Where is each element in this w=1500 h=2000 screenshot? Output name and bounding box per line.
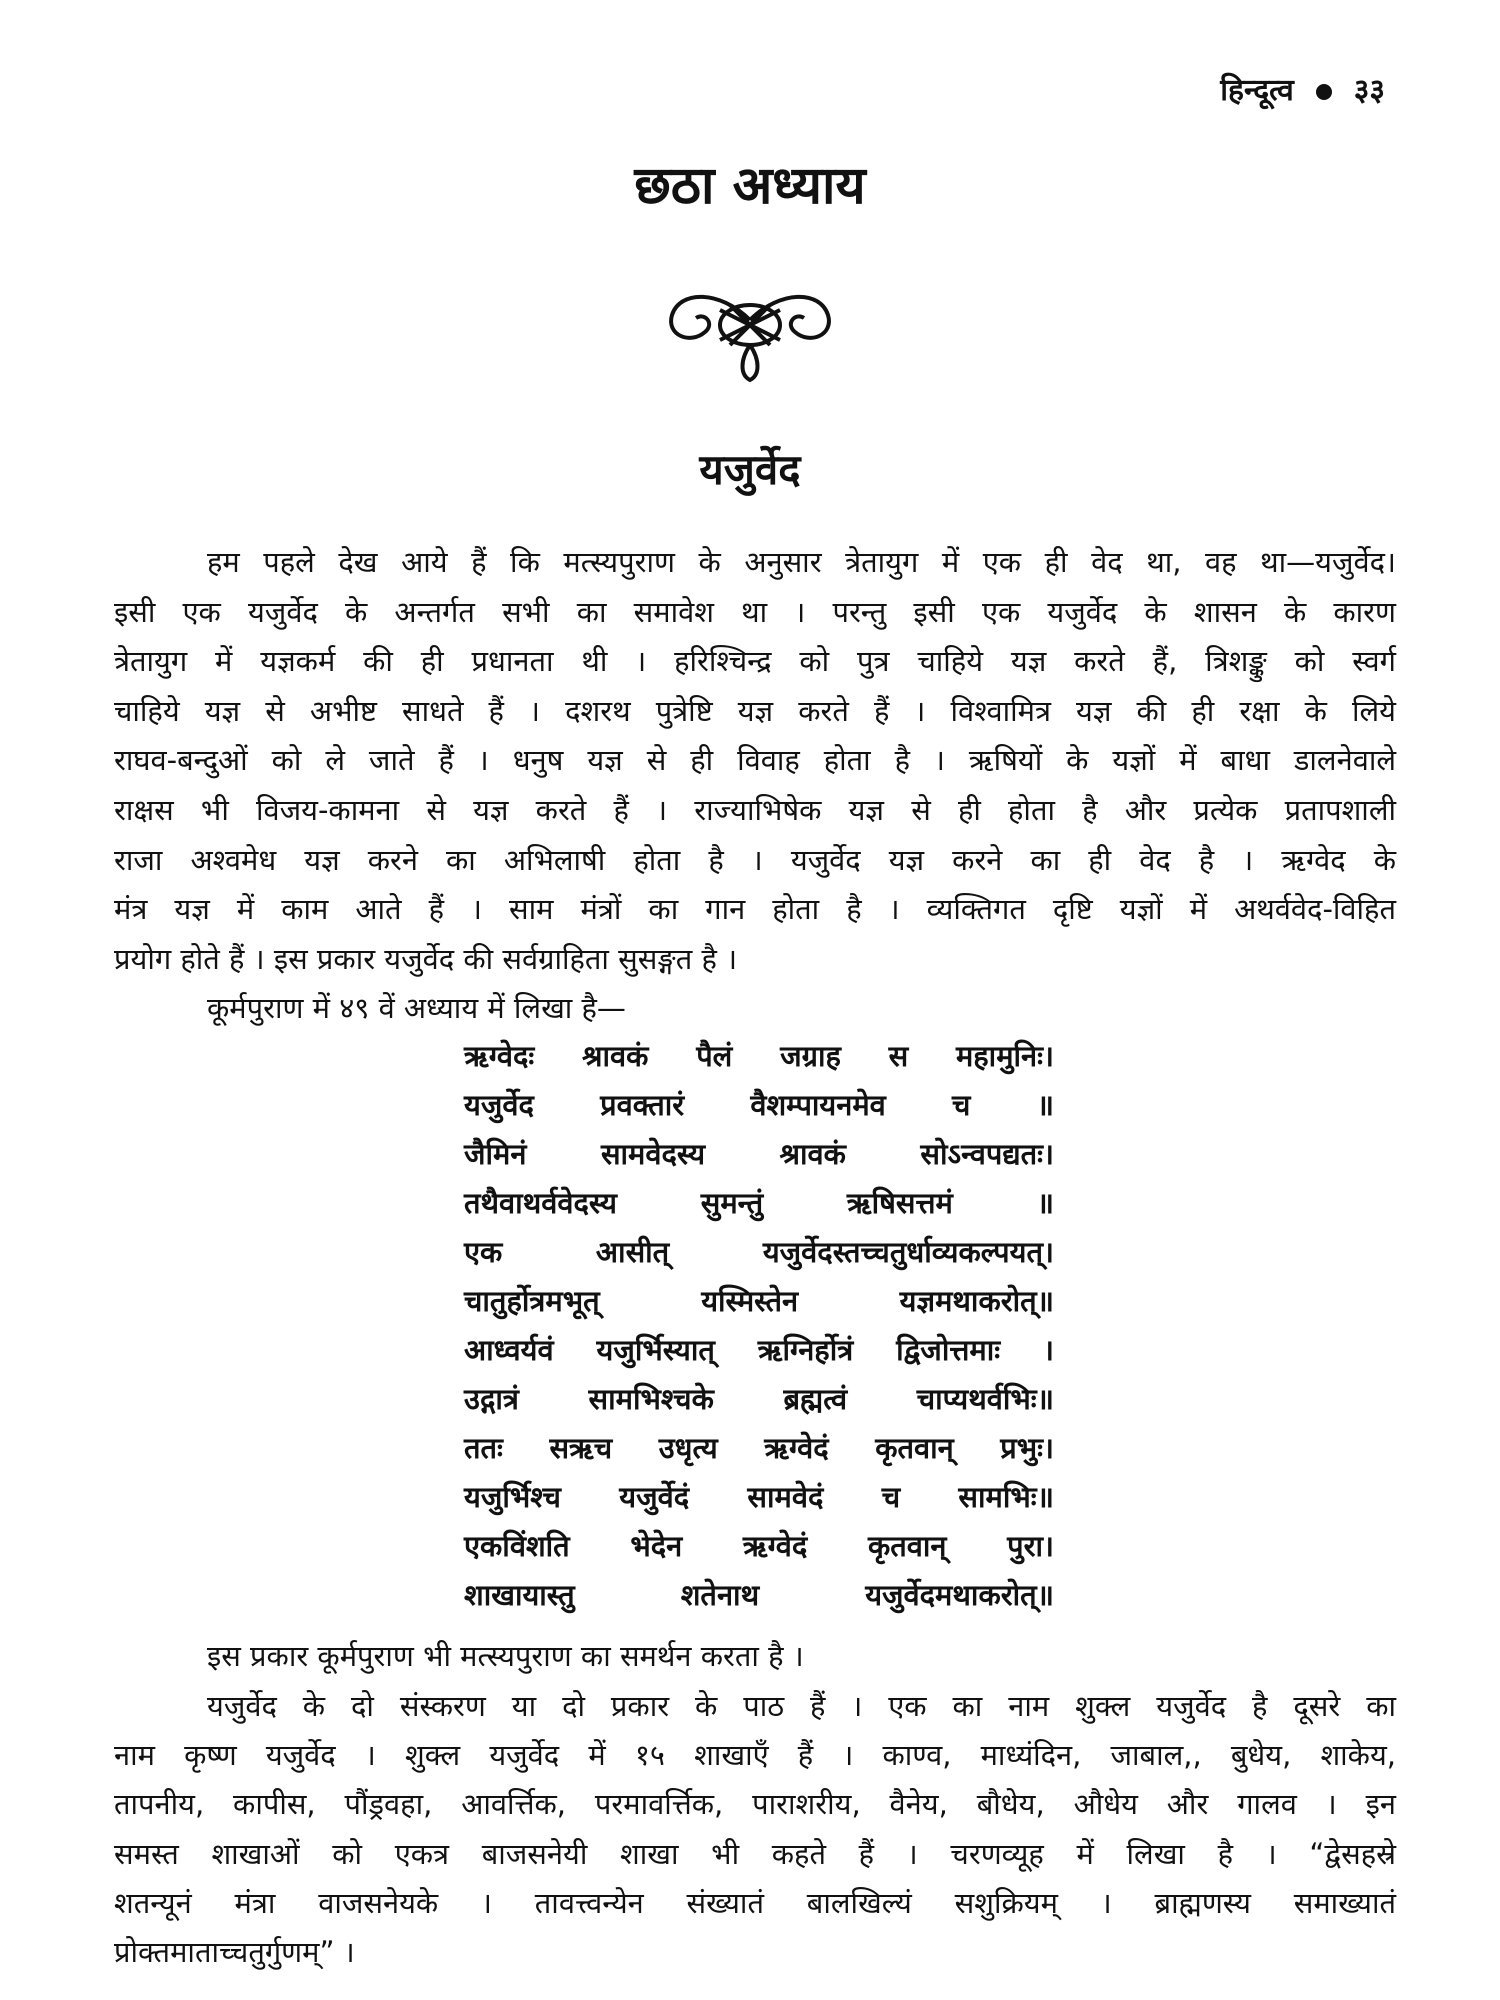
paragraph-line: प्रोक्तमाताच्चतुर्गुणम्” । <box>114 1935 355 1969</box>
paragraph-line: राघव-बन्दुओं को ले जाते हैं । धनुष यज्ञ से ही विवाह होता है । ऋषियों के यज्ञों में बाधा डालनेवाले <box>114 743 1396 777</box>
ornament-flourish-icon <box>660 280 840 390</box>
paragraph-line: कूर्मपुराण में ४९ वें अध्याय में लिखा है— <box>207 991 626 1025</box>
verse-line: तथैवाथर्ववेदस्य सुमन्तुं ऋषिसत्तमं ॥ <box>464 1186 1054 1220</box>
paragraph-line: तापनीय, कापीस, पौंड्रवहा, आवर्त्तिक, परमावर्त्तिक, पाराशरीय, वैनेय, बौधेय, औधेय और गालव । इन <box>114 1787 1396 1821</box>
page-number: ३३ <box>1353 73 1385 108</box>
paragraph-line: इसी एक यजुर्वेद के अन्तर्गत सभी का समावेश था । परन्तु इसी एक यजुर्वेद के शासन के कारण <box>114 595 1396 629</box>
verse-line: यजुर्वेद प्रवक्तारं वैशम्पायनमेव च ॥ <box>464 1088 1054 1122</box>
chapter-title: छठा अध्याय <box>634 156 866 216</box>
verse-line: यजुर्भिश्च यजुर्वेदं सामवेदं च सामभिः॥ <box>464 1480 1054 1514</box>
verse-line: चातुर्होत्रमभूत् यस्मिस्तेन यज्ञमथाकरोत्॥ <box>464 1284 1054 1318</box>
verse-line: उद्गात्रं सामभिश्चके ब्रह्मत्वं चाप्यथर्वभिः॥ <box>464 1382 1054 1416</box>
verse-line: एकविंशति भेदेन ऋग्वेदं कृतवान् पुरा। <box>464 1529 1054 1563</box>
verse-line: शाखायास्तु शतेनाथ यजुर्वेदमथाकरोत्॥ <box>464 1578 1054 1612</box>
running-title: हिन्दूत्व <box>1220 73 1294 108</box>
paragraph-line: राक्षस भी विजय-कामना से यज्ञ करते हैं । राज्याभिषेक यज्ञ से ही होता है और प्रत्येक प्रतापशाली <box>114 793 1396 827</box>
paragraph-line: हम पहले देख आये हैं कि मत्स्यपुराण के अनुसार त्रेतायुग में एक ही वेद था, वह था—यजुर्वेद। <box>207 545 1396 579</box>
paragraph-line: चाहिये यज्ञ से अभीष्ट साधते हैं । दशरथ पुत्रेष्टि यज्ञ करते हैं । विश्वामित्र यज्ञ की ही रक्षा के लिये <box>114 694 1396 728</box>
running-header <box>1220 68 1385 109</box>
paragraph-line: शतन्यूनं मंत्रा वाजसनेयके । तावत्त्वन्येन संख्यातं बालखिल्यं सशुक्रियम् । ब्राह्मणस्य समाख्यातं <box>114 1886 1396 1920</box>
bullet-separator <box>1316 84 1332 100</box>
paragraph-line: नाम कृष्ण यजुर्वेद । शुक्ल यजुर्वेद में १५ शाखाएँ हैं । काण्व, माध्यंदिन, जाबाल,, बुधेय, शाकेय, <box>114 1738 1396 1772</box>
section-title: यजुर्वेद <box>699 445 801 494</box>
verse-line: ऋग्वेदः श्रावकं पैलं जग्राह स महामुनिः। <box>464 1039 1054 1073</box>
verse-line: ततः सऋच उधृत्य ऋग्वेदं कृतवान् प्रभुः। <box>464 1431 1054 1465</box>
paragraph-line: यजुर्वेद के दो संस्करण या दो प्रकार के पाठ हैं । एक का नाम शुक्ल यजुर्वेद है दूसरे का <box>207 1689 1396 1723</box>
paragraph-line: त्रेतायुग में यज्ञकर्म की ही प्रधानता थी । हरिश्चिन्द्र को पुत्र चाहिये यज्ञ करते हैं, त्रिशङ्कु को स्वर्ग <box>114 644 1396 678</box>
paragraph-line: इस प्रकार कूर्मपुराण भी मत्स्यपुराण का समर्थन करता है । <box>207 1639 804 1673</box>
paragraph-line: समस्त शाखाओं को एकत्र बाजसनेयी शाखा भी कहते हैं । चरणव्यूह में लिखा है । “द्वेसहस्रे <box>114 1837 1396 1871</box>
paragraph-line: राजा अश्वमेध यज्ञ करने का अभिलाषी होता है । यजुर्वेद यज्ञ करने का ही वेद है । ऋग्वेद के <box>114 843 1396 877</box>
verse-line: आध्वर्यवं यजुर्भिस्यात् ऋग्निर्होत्रं द्विजोत्तमाः । <box>464 1333 1054 1367</box>
paragraph-line: मंत्र यज्ञ में काम आते हैं । साम मंत्रों का गान होता है । व्यक्तिगत दृष्टि यज्ञों में अथर्ववेद-विहित <box>114 892 1396 926</box>
paragraph-line: प्रयोग होते हैं । इस प्रकार यजुर्वेद की सर्वग्राहिता सुसङ्गत है । <box>114 942 738 976</box>
verse-line: एक आसीत् यजुर्वेदस्तच्चतुर्धाव्यकल्पयत्। <box>464 1235 1054 1269</box>
verse-line: जैमिनं सामवेदस्य श्रावकं सोऽन्वपद्यतः। <box>464 1137 1054 1171</box>
